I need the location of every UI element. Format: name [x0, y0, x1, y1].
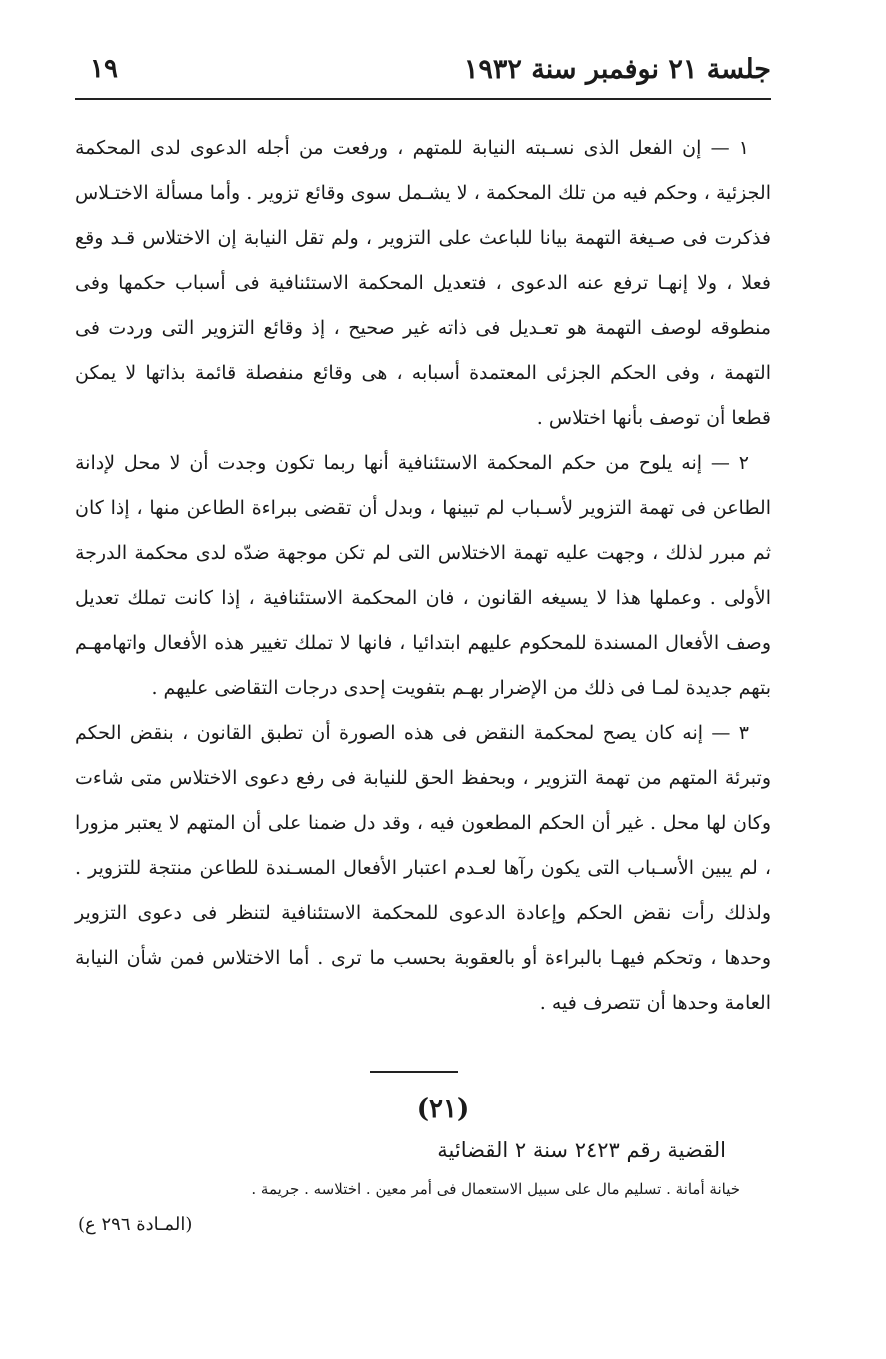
page-header	[75, 44, 771, 100]
header-divider	[75, 98, 771, 100]
paragraph-2: ٢ — إنه يلوح من حكم المحكمة الاستئنافية أنها ربما تكون وجدت أن لا محل لإدانة الطاعن فى تهمة التزوير لأسـباب لم تبينها ، وبدل أن تقضى ببراءة الطاعن منها ، إذا كان ثم مبرر لذلك ، وجهت عليه تهمة الاختلاس التى لم تكن موجهة ضدّه لدى محكمة الدرجة الأولى . وعملها هذا لا يسيغه القانون ، فان المحكمة الاستئنافية ، إذا كانت تملك تعديل وصف الأفعال المسندة للمحكوم عليهم ابتدائيا ، فانها لا تملك تغيير هذه الأفعال واتهامهـم بتهم جديدة لمـا فى ذلك من الإضرار بهـم بتفويت إحدى درجات التقاضى عليهم .	[75, 452, 771, 699]
session-title: جلسة ٢١ نوفمبر سنة ١٩٣٢	[463, 54, 771, 85]
case-title: القضية رقم ٢٤٢٣ سنة ٢ القضائية	[437, 1138, 726, 1162]
case-number: (٢١)	[416, 1094, 470, 1124]
body-text	[75, 126, 771, 1026]
section-divider	[370, 1071, 458, 1073]
article-reference: (المـادة ٢٩٦ ع)	[78, 1214, 193, 1235]
paragraph-1: ١ — إن الفعل الذى نسـبته النيابة للمتهم ، ورفعت من أجله الدعوى لدى المحكمة الجزئية ، وحكم فيه من تلك المحكمة ، لا يشـمل سوى وقائع تزوير . وأما مسألة الاختـلاس فذكرت فى صـيغة التهمة بيانا للباعث على التزوير ، ولم تقل النيابة إن الاختلاس قـد وقع فعلا ، ولا إنهـا ترفع عنه الدعوى ، فتعديل المحكمة الاستئنافية فى أسباب حكمها وفى منطوقه لوصف التهمة هو تعـديل فى ذاته غير صحيح ، إذ وقائع التزوير التى وردت فى التهمة ، وفى الحكم الجزئى المعتمدة أسبابه ، هى وقائع منفصلة قائمة بذاتها لا يمكن قطعا أن توصف بأنها اختلاس .	[75, 137, 771, 429]
paragraph-3: ٣ — إنه كان يصح لمحكمة النقض فى هذه الصورة أن تطبق القانون ، بنقض الحكم وتبرئة المتهم من تهمة التزوير ، وبحفظ الحق للنيابة فى رفع دعوى الاختلاس متى شاءت وكان لها محل . غير أن الحكم المطعون فيه ، وقد دل ضمنا على أن المتهم لا يعتبر مزورا ، لم يبين الأسـباب التى يكون رآها لعـدم اعتبار الأفعال المسـندة للطاعن منتجة للتزوير . ولذلك رأت نقض الحكم وإعادة الدعوى للمحكمة الاستئنافية لتنظر فى دعوى التزوير وحدها ، وتحكم فيهـا بالبراءة أو بالعقوبة بحسب ما ترى . أما الاختلاس فمن شأن النيابة العامة وحدها أن تتصرف فيه .	[75, 722, 771, 1014]
case-summary: خيانة أمانة . تسليم مال على سبيل الاستعمال فى أمر معين . اختلاسه . جريمة .	[251, 1180, 740, 1198]
page-number: ١٩	[90, 54, 118, 84]
